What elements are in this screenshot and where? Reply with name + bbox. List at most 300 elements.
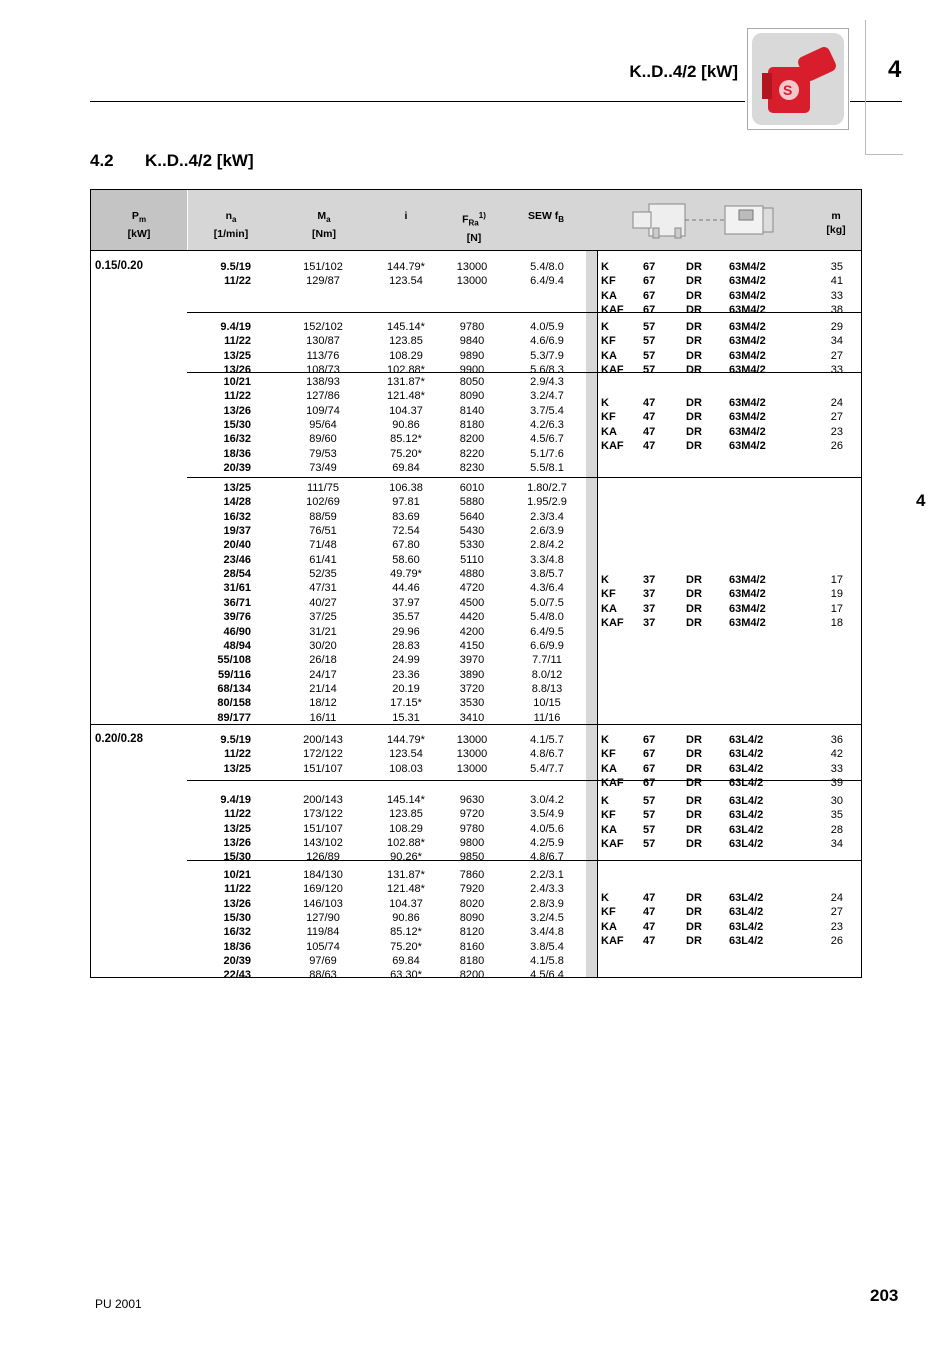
- output-speed: 14/28: [223, 496, 251, 509]
- output-torque: 52/35: [309, 568, 337, 581]
- unit-type: KF: [601, 748, 616, 761]
- col-header-pm: $P_m$ [kW]: [127, 210, 151, 241]
- service-factor: 4.8/6.7: [530, 851, 564, 864]
- output-speed: 10/21: [223, 376, 251, 388]
- overhung-load: 3530: [459, 697, 485, 710]
- motor-series: DR: [686, 602, 702, 615]
- output-torque: 73/49: [309, 462, 337, 475]
- group-divider: [187, 780, 861, 781]
- overhung-load: 8220: [459, 447, 485, 460]
- gear-ratio: 104.37: [389, 404, 423, 417]
- motor-type: 63M4/2: [729, 335, 766, 348]
- unit-type: K: [601, 261, 609, 273]
- unit-type: KA: [601, 289, 617, 302]
- unit-type: KF: [601, 809, 616, 822]
- output-speed: 16/32: [223, 926, 251, 939]
- unit-mass: 24: [830, 397, 843, 409]
- unit-type: KF: [601, 906, 616, 919]
- output-torque: 127/86: [306, 390, 340, 403]
- output-torque: 127/90: [306, 912, 340, 925]
- service-factor: 3.8/5.7: [530, 568, 564, 581]
- gear-ratio: 144.79*: [387, 261, 425, 273]
- type-column-divider: [597, 251, 598, 977]
- gear-ratio: 121.48*: [387, 390, 425, 403]
- unit-type: K: [601, 734, 609, 746]
- output-speed: 23/46: [223, 553, 251, 566]
- col-header-m: m [kg]: [826, 210, 846, 236]
- output-speed: 68/134: [217, 682, 251, 695]
- motor-type: 63L4/2: [729, 838, 764, 851]
- motor-type: 63L4/2: [729, 906, 764, 919]
- gear-ratio: 28.83: [392, 639, 420, 652]
- service-factor: 3.4/4.8: [530, 926, 564, 939]
- output-speed: 13/26: [223, 897, 251, 910]
- motor-type: 63M4/2: [729, 321, 766, 333]
- motor-series: DR: [686, 906, 702, 919]
- gear-ratio: 24.99: [392, 654, 420, 667]
- service-factor: 5.0/7.5: [530, 596, 564, 609]
- motor-series: DR: [686, 795, 702, 807]
- service-factor: 2.2/3.1: [530, 869, 564, 881]
- service-factor: 8.0/12: [531, 668, 563, 681]
- overhung-load: 5330: [459, 539, 485, 552]
- unit-mass: 27: [830, 906, 843, 919]
- gear-ratio: 69.84: [392, 462, 420, 475]
- gear-ratio: 90.86: [392, 912, 420, 925]
- output-torque: 26/18: [309, 654, 337, 667]
- gear-ratio: 121.48*: [387, 883, 425, 896]
- unit-size: 57: [643, 321, 656, 333]
- unit-mass: 27: [830, 349, 843, 362]
- group-divider: [187, 372, 861, 373]
- service-factor: 4.5/6.7: [530, 433, 564, 446]
- gear-ratio: 20.19: [392, 682, 420, 695]
- service-factor: 6.6/9.9: [530, 639, 564, 652]
- output-torque: 16/11: [309, 711, 337, 724]
- output-torque: 143/102: [303, 837, 343, 850]
- gear-ratio: 72.54: [392, 525, 420, 538]
- output-torque: 173/122: [303, 808, 343, 821]
- output-speed: 11/22: [224, 390, 251, 403]
- motor-series: DR: [686, 777, 702, 790]
- table-header: [91, 190, 861, 251]
- output-speed: 20/39: [223, 462, 251, 475]
- motor-type: 63L4/2: [729, 777, 764, 790]
- gear-ratio: 106.38: [389, 482, 423, 494]
- output-speed: 31/61: [223, 582, 251, 595]
- gear-ratio: 131.87*: [387, 376, 425, 388]
- motor-series: DR: [686, 304, 702, 317]
- chapter-number: 4: [888, 56, 902, 83]
- motor-type: 63L4/2: [729, 734, 764, 746]
- overhung-load: 9720: [459, 808, 485, 821]
- service-factor: 4.6/6.9: [530, 335, 564, 348]
- service-factor: 5.4/7.7: [530, 762, 564, 775]
- unit-type: KA: [601, 425, 617, 438]
- unit-mass: 26: [830, 935, 843, 948]
- motor-series: DR: [686, 838, 702, 851]
- output-torque: 31/21: [309, 625, 337, 638]
- gear-ratio: 37.97: [392, 596, 420, 609]
- output-speed: 59/116: [217, 668, 251, 681]
- output-torque: 71/48: [309, 539, 337, 552]
- overhung-load: 3720: [459, 682, 485, 695]
- service-factor: 4.0/5.6: [530, 822, 564, 835]
- gear-ratio: 144.79*: [387, 734, 425, 746]
- motor-type: 63L4/2: [729, 795, 764, 807]
- output-speed: 11/22: [224, 275, 251, 288]
- unit-size: 47: [643, 935, 656, 948]
- output-speed: 13/25: [223, 822, 251, 835]
- motor-series: DR: [686, 809, 702, 822]
- unit-mass: 19: [830, 588, 843, 601]
- gearmotor-schematic-icon: [629, 198, 803, 240]
- overhung-load: 9840: [459, 335, 485, 348]
- output-speed: 9.4/19: [220, 794, 251, 806]
- output-torque: 105/74: [306, 940, 340, 953]
- gear-ratio: 145.14*: [387, 321, 425, 333]
- gear-ratio: 29.96: [392, 625, 420, 638]
- output-speed: 9.5/19: [220, 261, 251, 273]
- output-speed: 19/37: [223, 525, 251, 538]
- overhung-load: 8200: [459, 433, 485, 446]
- output-speed: 18/36: [223, 940, 251, 953]
- unit-mass: 35: [830, 809, 843, 822]
- unit-type: KF: [601, 335, 616, 348]
- overhung-load: 9890: [459, 349, 485, 362]
- gear-ratio: 102.88*: [387, 364, 425, 377]
- unit-size: 57: [643, 838, 656, 851]
- service-factor: 5.4/8.0: [530, 261, 564, 273]
- unit-type: K: [601, 892, 609, 904]
- overhung-load: 3970: [459, 654, 485, 667]
- overhung-load: 8050: [459, 376, 485, 388]
- unit-type: KAF: [601, 777, 624, 790]
- unit-size: 67: [643, 304, 656, 317]
- unit-mass: 30: [830, 795, 843, 807]
- unit-size: 67: [643, 777, 656, 790]
- unit-mass: 42: [830, 748, 843, 761]
- unit-size: 37: [643, 602, 656, 615]
- output-torque: 138/93: [306, 376, 340, 388]
- unit-type: KF: [601, 411, 616, 424]
- overhung-load: 7920: [459, 883, 485, 896]
- output-torque: 18/12: [309, 697, 337, 710]
- service-factor: 8.8/13: [531, 682, 563, 695]
- gear-ratio: 123.85: [389, 808, 423, 821]
- overhung-load: 8160: [459, 940, 485, 953]
- gear-ratio: 108.29: [389, 822, 423, 835]
- service-factor: 7.7/11: [532, 654, 562, 667]
- overhung-load: 13000: [456, 762, 488, 775]
- unit-size: 47: [643, 892, 656, 904]
- service-factor: 4.0/5.9: [530, 321, 564, 333]
- unit-mass: 28: [830, 823, 843, 836]
- output-speed: 13/26: [223, 404, 251, 417]
- group-divider: [187, 477, 861, 478]
- output-speed: 9.4/19: [220, 321, 251, 333]
- motor-series: DR: [686, 588, 702, 601]
- unit-mass: 23: [830, 425, 843, 438]
- unit-type: KA: [601, 823, 617, 836]
- gear-ratio: 67.80: [392, 539, 420, 552]
- unit-size: 37: [643, 574, 656, 586]
- overhung-load: 8230: [459, 462, 485, 475]
- service-factor: 3.3/4.8: [530, 553, 564, 566]
- service-factor: 5.3/7.9: [530, 349, 564, 362]
- output-speed: 16/32: [223, 510, 251, 523]
- unit-size: 47: [643, 440, 656, 453]
- overhung-load: 8180: [459, 955, 485, 968]
- gear-ratio: 90.26*: [390, 851, 422, 864]
- output-torque: 89/60: [309, 433, 337, 446]
- output-speed: 20/40: [223, 539, 251, 552]
- unit-mass: 33: [830, 762, 843, 775]
- gear-ratio: 90.86: [392, 419, 420, 432]
- output-torque: 40/27: [309, 596, 337, 609]
- motor-type: 63L4/2: [729, 935, 764, 948]
- unit-size: 57: [643, 364, 656, 377]
- unit-size: 57: [643, 823, 656, 836]
- unit-mass: 33: [830, 289, 843, 302]
- output-torque: 126/89: [306, 851, 340, 864]
- gear-ratio: 108.03: [389, 762, 423, 775]
- service-factor: 3.5/4.9: [530, 808, 564, 821]
- section-title: K..D..4/2 [kW]: [145, 151, 254, 170]
- unit-size: 57: [643, 809, 656, 822]
- unit-size: 57: [643, 335, 656, 348]
- motor-type: 63M4/2: [729, 588, 766, 601]
- overhung-load: 4150: [459, 639, 485, 652]
- motor-type: 63M4/2: [729, 364, 766, 377]
- gearmotor-icon: [748, 29, 848, 129]
- motor-series: DR: [686, 440, 702, 453]
- motor-series: DR: [686, 762, 702, 775]
- output-speed: 11/22: [224, 808, 251, 821]
- overhung-load: 5880: [459, 496, 485, 509]
- unit-mass: 38: [830, 304, 843, 317]
- motor-series: DR: [686, 275, 702, 288]
- service-factor: 4.2/5.9: [530, 837, 564, 850]
- overhung-load: 8020: [459, 897, 485, 910]
- output-speed: 18/36: [223, 447, 251, 460]
- output-torque: 88/63: [309, 969, 337, 982]
- gear-ratio: 108.29: [389, 349, 423, 362]
- output-torque: 200/143: [303, 794, 343, 806]
- gear-ratio: 145.14*: [387, 794, 425, 806]
- unit-size: 47: [643, 906, 656, 919]
- motor-type: 63L4/2: [729, 809, 764, 822]
- overhung-load: 5640: [459, 510, 485, 523]
- motor-type: 63L4/2: [729, 892, 764, 904]
- service-factor: 3.2/4.7: [530, 390, 564, 403]
- motor-series: DR: [686, 617, 702, 630]
- output-speed: 11/22: [224, 883, 251, 896]
- service-factor: 10/15: [533, 697, 561, 710]
- motor-series: DR: [686, 574, 702, 586]
- unit-mass: 34: [830, 335, 843, 348]
- output-torque: 184/130: [303, 869, 343, 881]
- output-torque: 79/53: [309, 447, 337, 460]
- output-torque: 119/84: [306, 926, 340, 939]
- unit-size: 57: [643, 349, 656, 362]
- group-divider: [91, 724, 861, 725]
- motor-series: DR: [686, 892, 702, 904]
- motor-type: 63M4/2: [729, 411, 766, 424]
- output-torque: 108/73: [306, 364, 340, 377]
- output-torque: 130/87: [306, 335, 340, 348]
- gear-ratio: 123.85: [389, 335, 423, 348]
- unit-type: KA: [601, 349, 617, 362]
- output-torque: 200/143: [303, 734, 343, 746]
- gear-ratio: 85.12*: [390, 433, 422, 446]
- gear-ratio: 75.20*: [390, 940, 422, 953]
- output-speed: 10/21: [223, 869, 251, 881]
- service-factor: 3.8/5.4: [530, 940, 564, 953]
- output-torque: 95/64: [309, 419, 337, 432]
- header-title: K..D..4/2 [kW]: [629, 62, 738, 81]
- overhung-load: 8180: [459, 419, 485, 432]
- overhung-load: 9850: [459, 851, 485, 864]
- service-factor: 4.8/6.7: [530, 748, 564, 761]
- gear-ratio: 102.88*: [387, 837, 425, 850]
- col-header-ma: $M_a$ [Nm]: [312, 210, 336, 241]
- unit-type: KA: [601, 602, 617, 615]
- power-rating: 0.15/0.20: [95, 260, 143, 272]
- unit-type: KAF: [601, 304, 624, 317]
- motor-series: DR: [686, 261, 702, 273]
- service-factor: 2.4/3.3: [530, 883, 564, 896]
- gray-separator-column: [586, 251, 597, 977]
- service-factor: 6.4/9.5: [530, 625, 564, 638]
- gear-ratio: 17.15*: [390, 697, 422, 710]
- service-factor: 1.95/2.9: [527, 496, 567, 509]
- output-torque: 151/107: [303, 762, 343, 775]
- unit-mass: 24: [830, 892, 843, 904]
- overhung-load: 13000: [456, 275, 488, 288]
- motor-type: 63M4/2: [729, 275, 766, 288]
- motor-type: 63L4/2: [729, 762, 764, 775]
- service-factor: 3.7/5.4: [530, 404, 564, 417]
- side-chapter-marker: 4: [916, 491, 926, 510]
- service-factor: 2.8/4.2: [530, 539, 564, 552]
- output-speed: 55/108: [217, 654, 251, 667]
- overhung-load: 13000: [456, 748, 488, 761]
- service-factor: 1.80/2.7: [527, 482, 567, 494]
- output-torque: 129/87: [306, 275, 340, 288]
- unit-mass: 27: [830, 411, 843, 424]
- power-rating: 0.20/0.28: [95, 733, 143, 745]
- overhung-load: 9780: [459, 321, 485, 333]
- output-torque: 109/74: [306, 404, 340, 417]
- unit-type: KF: [601, 275, 616, 288]
- output-torque: 24/17: [309, 668, 337, 681]
- motor-type: 63M4/2: [729, 349, 766, 362]
- service-factor: 4.3/6.4: [530, 582, 564, 595]
- output-speed: 13/25: [223, 762, 251, 775]
- output-torque: 76/51: [309, 525, 337, 538]
- output-speed: 20/39: [223, 955, 251, 968]
- service-factor: 2.6/3.9: [530, 525, 564, 538]
- unit-size: 67: [643, 275, 656, 288]
- output-torque: 97/69: [309, 955, 337, 968]
- output-speed: 11/22: [224, 335, 251, 348]
- output-torque: 172/122: [303, 748, 343, 761]
- overhung-load: 8120: [459, 926, 485, 939]
- output-torque: 88/59: [309, 510, 337, 523]
- motor-series: DR: [686, 397, 702, 409]
- motor-type: 63M4/2: [729, 617, 766, 630]
- overhung-load: 4200: [459, 625, 485, 638]
- gear-ratio: 75.20*: [390, 447, 422, 460]
- output-speed: 80/158: [217, 697, 251, 710]
- gear-ratio: 123.54: [389, 275, 423, 288]
- overhung-load: 9800: [459, 837, 485, 850]
- output-torque: 111/75: [306, 482, 339, 494]
- gear-ratio: 104.37: [389, 897, 423, 910]
- unit-type: KAF: [601, 364, 624, 377]
- unit-type: K: [601, 397, 609, 409]
- output-speed: 89/177: [217, 711, 251, 724]
- unit-size: 67: [643, 289, 656, 302]
- overhung-load: 4500: [459, 596, 485, 609]
- unit-mass: 17: [830, 574, 843, 586]
- output-speed: 36/71: [223, 596, 251, 609]
- gear-ratio: 44.46: [392, 582, 420, 595]
- unit-mass: 23: [830, 920, 843, 933]
- motor-series: DR: [686, 920, 702, 933]
- overhung-load: 8090: [459, 390, 485, 403]
- overhung-load: 5430: [459, 525, 485, 538]
- overhung-load: 4880: [459, 568, 485, 581]
- service-factor: 2.9/4.3: [530, 376, 564, 388]
- service-factor: 5.6/8.3: [530, 364, 564, 377]
- unit-mass: 33: [830, 364, 843, 377]
- gear-ratio: 85.12*: [390, 926, 422, 939]
- overhung-load: 5110: [460, 553, 484, 566]
- output-speed: 15/30: [223, 912, 251, 925]
- output-speed: 22/43: [223, 969, 251, 982]
- motor-series: DR: [686, 349, 702, 362]
- service-factor: 2.8/3.9: [530, 897, 564, 910]
- footer-publication: PU 2001: [95, 1297, 142, 1311]
- unit-size: 67: [643, 762, 656, 775]
- gear-ratio: 69.84: [392, 955, 420, 968]
- section-heading: [90, 151, 254, 171]
- unit-type: KA: [601, 762, 617, 775]
- output-torque: 151/102: [303, 261, 343, 273]
- motor-series: DR: [686, 935, 702, 948]
- gear-ratio: 35.57: [392, 611, 420, 624]
- unit-mass: 26: [830, 440, 843, 453]
- unit-size: 47: [643, 411, 656, 424]
- service-factor: 11/16: [533, 711, 561, 724]
- svg-text:S: S: [783, 82, 793, 98]
- motor-series: DR: [686, 289, 702, 302]
- motor-series: DR: [686, 425, 702, 438]
- unit-size: 37: [643, 617, 656, 630]
- unit-mass: 35: [830, 261, 843, 273]
- motor-type: 63M4/2: [729, 261, 766, 273]
- motor-type: 63L4/2: [729, 920, 764, 933]
- header-rule: [90, 101, 745, 102]
- output-torque: 47/31: [309, 582, 337, 595]
- output-torque: 113/76: [306, 349, 340, 362]
- col-header-fb: SEW $f_B$: [527, 210, 565, 225]
- unit-size: 67: [643, 748, 656, 761]
- group-divider: [187, 312, 861, 313]
- overhung-load: 13000: [456, 734, 488, 746]
